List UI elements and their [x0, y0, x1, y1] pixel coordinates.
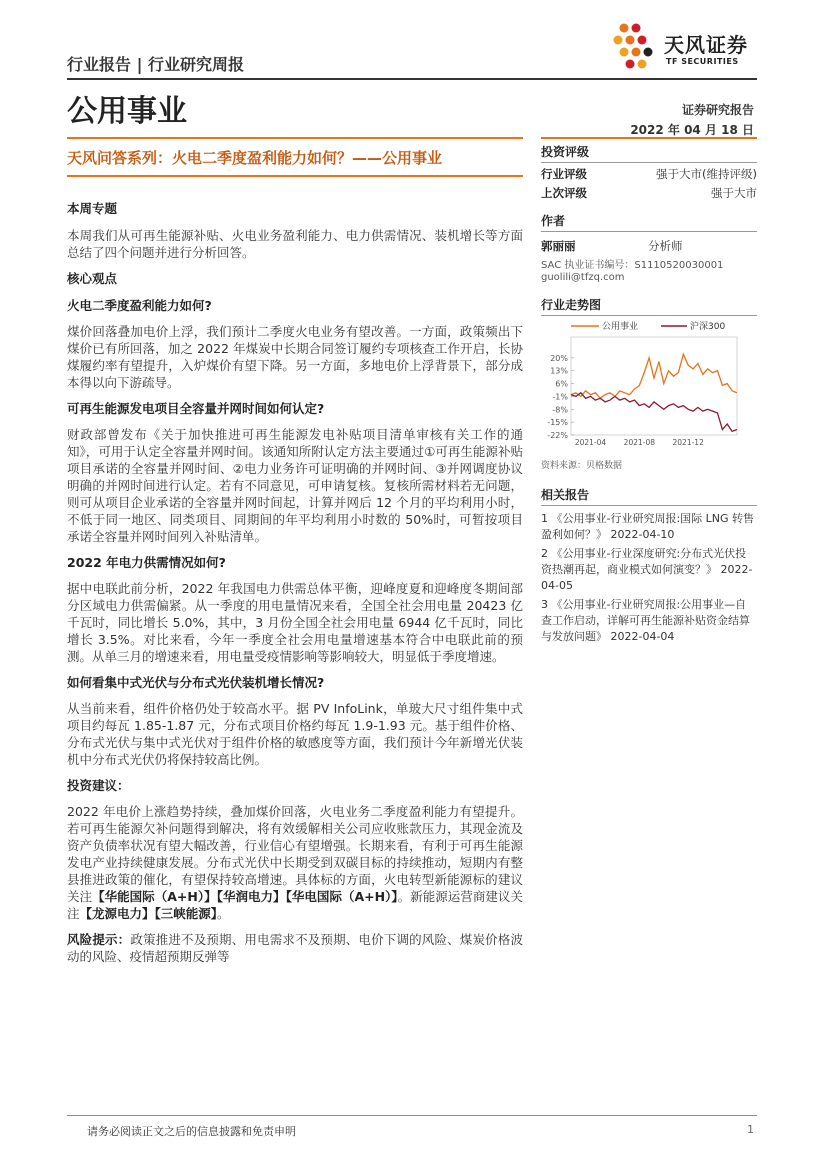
author-email: guolili@tfzq.com	[541, 272, 625, 283]
main-content	[67, 200, 523, 974]
rating-row	[541, 185, 757, 204]
title-rule-bottom	[67, 175, 523, 177]
investment-text-mid: 。新能源运营商建议关注	[67, 889, 523, 921]
prev-rating-value: 强于大市	[711, 186, 757, 200]
report-date: 2022-04-05	[541, 563, 753, 592]
x-tick-label: 2021-08	[623, 438, 656, 447]
title-rule-top	[67, 137, 523, 139]
x-tick-label: 2021-12	[672, 438, 704, 447]
report-title-link[interactable]: 3 《公用事业-行业研究周报:公用事业—自查工作启动，详解可再生能源补贴资金结算与发放问题》	[541, 598, 750, 643]
report-kind: 证券研究报告	[681, 103, 754, 117]
related-reports	[541, 486, 757, 648]
question-heading: 火电二季度盈利能力如何?	[67, 298, 212, 313]
question-heading: 可再生能源发电项目全容量并网时间如何认定?	[67, 401, 325, 416]
reports-heading: 相关报告	[541, 486, 757, 506]
x-tick-label: 2021-04	[574, 438, 607, 447]
stock-tag: 【华润电力】	[216, 889, 286, 904]
author-role: 分析师	[648, 239, 683, 253]
y-tick-label: -8%	[552, 405, 568, 415]
stock-tag: 【华能国际（A+H）】	[92, 889, 217, 904]
page-number: 1	[747, 1123, 754, 1136]
report-title-link[interactable]: 1 《公用事业-行业研究周报:国际 LNG 转售盈利如何？》	[541, 512, 755, 541]
tf-logo-icon	[612, 22, 662, 74]
section-heading: 本周专题	[67, 201, 118, 216]
report-date: 2022-04-10	[610, 528, 675, 541]
risk-label: 风险提示：	[67, 932, 131, 947]
report-list	[541, 511, 757, 645]
report-item[interactable]	[541, 597, 757, 645]
author-row	[541, 238, 757, 254]
stock-tag: 【华电国际（A+H）】	[285, 889, 398, 904]
risk-text: 政策推进不及预期、用电需求不及预期、电价下调的风险、煤炭价格波动的风险、疫情超预期反弹等	[67, 932, 523, 964]
rating-heading: 投资评级	[541, 143, 757, 163]
paragraph: 本周我们从可再生能源补贴、火电业务盈利能力、电力供需情况、装机增长等方面总结了四个问题并进行分析回答。	[67, 228, 523, 260]
paragraph: 财政部曾发布《关于加快推进可再生能源发电补贴项目清单审核有关工作的通知》，可用于认定全容量并网时间。该通知所附认定方法主要通过①可再生能源补贴项目承诺的全容量并网时间、②电力业务许可证明确的并网时间、③并网调度协议明确的并网时间进行认定。若有不同意见，可申请复核。复核所需材料若无问题，则可从项目企业承诺的全容量并网时间起，计算并网后 12 个月的平均利用小时，不低于同一地区、同类项目、同期间的年平均利用小时数的 50%时，可暂按项目承诺全容量并网时间列入补贴清单。	[67, 427, 523, 544]
risk-paragraph	[67, 931, 523, 965]
paragraph: 煤价回落叠加电价上浮，我们预计二季度火电业务有望改善。一方面，政策频出下煤价已有所回落，加之 2022 年煤炭中长期合同签订履约专项核查工作开启，长协煤履约率有望提升，入炉煤价有望下降。另一方面，多地电价上浮背景下，部分成本得以向下游疏导。	[67, 324, 523, 390]
report-item[interactable]	[541, 546, 757, 594]
report-item[interactable]	[541, 511, 757, 543]
investment-heading: 投资建议：	[67, 778, 130, 793]
y-tick-label: -1%	[552, 392, 568, 402]
author-heading: 作者	[541, 212, 757, 232]
legend-label-hs300: 沪深300	[690, 322, 726, 332]
question-heading: 2022 年电力供需情况如何?	[67, 555, 226, 570]
chart-block	[541, 296, 757, 316]
question-heading: 如何看集中式光伏与分布式光伏装机增长情况?	[67, 675, 325, 690]
logo-subtext: TF SECURITIES	[666, 57, 739, 66]
legend-label-utilities: 公用事业	[602, 322, 639, 332]
report-title-link[interactable]: 2 《公用事业-行业深度研究:分布式光伏投资热潮再起，商业模式如何演变？》	[541, 547, 747, 576]
y-tick-label: -22%	[547, 431, 568, 440]
author-name: 郭丽丽	[541, 239, 576, 253]
sidebar-rule	[541, 137, 757, 139]
series-line-hs300	[571, 393, 737, 432]
disclaimer-note: 请务必阅读正文之后的信息披露和免责申明	[87, 1125, 296, 1138]
report-date: 2022-04-04	[610, 630, 675, 643]
trend-chart	[541, 317, 757, 455]
investment-paragraph	[67, 803, 523, 922]
rating-row	[541, 166, 757, 185]
paragraph: 从当前来看，组件价格仍处于较高水平。据 PV InfoLink，单玻大尺寸组件集中式项目约每瓦 1.85-1.87 元，分布式项目价格约每瓦 1.9-1.93 元。基于组件价格、分布式光伏与集中式光伏对于组件价格的敏感度等方面，我们预计今年新增光伏装机中分布式光伏仍将保持较高比例。	[67, 701, 523, 767]
stock-tag: 【龙源电力】	[79, 906, 155, 921]
y-tick-label: 6%	[555, 379, 568, 389]
investment-text-end: 。	[217, 906, 230, 921]
rating-block	[541, 137, 757, 204]
sector-title: 公用事业	[67, 94, 187, 129]
y-tick-label: 13%	[550, 366, 568, 376]
stock-tag: 【三峡能源】	[154, 906, 218, 921]
report-title: 天风问答系列：火电二季度盈利能力如何？——公用事业	[67, 149, 443, 167]
prev-rating-label: 上次评级	[541, 186, 587, 200]
rating-value: 强于大市(维持评级)	[656, 167, 757, 181]
report-type: 行业报告 | 行业研究周报	[67, 55, 244, 74]
chart-source: 资料来源：贝格数据	[541, 461, 623, 471]
chart-heading: 行业走势图	[541, 296, 757, 316]
footer-rule	[67, 1115, 757, 1116]
plot-frame	[571, 337, 737, 435]
report-date: 2022 年 04 月 18 日	[630, 123, 754, 137]
series-line-utilities	[571, 354, 737, 398]
author-sac: SAC 执业证书编号：S1110520030001	[541, 260, 724, 271]
paragraph: 据中电联此前分析，2022 年我国电力供需总体平衡，迎峰度夏和迎峰度冬期间部分区域电力供需偏紧。从一季度的用电量情况来看，全国全社会用电量 20423 亿千瓦时，同比增长 5.0%，其中，3 月份全国全社会用电量 6944 亿千瓦时，同比增长 3.5%。对比来看，今年一季度全社会用电量增速基本符合中电联此前的预测。从单三月的增速来看，用电量受疫情影响等影响较大，明显低于季度增速。	[67, 581, 523, 664]
y-tick-label: 20%	[550, 353, 568, 363]
investment-text: 2022 年电价上涨趋势持续，叠加煤价回落，火电业务二季度盈利能力有望提升。若可再生能源欠补问题得到解决，将有效缓解相关公司应收账款压力，其现金流及资产负债率状况有望大幅改善，行业信心有望增强。长期来看，有利于可再生能源发电产业持续健康发展。分布式光伏中长期受到双碳目标的持续推动，短期内有整县推进政策的催化，有望保持较高增速。具体标的方面，火电转型新能源标的建议关注	[67, 804, 523, 904]
header-divider	[67, 78, 757, 80]
rating-label: 行业评级	[541, 167, 587, 181]
logo-text: 天风证券	[664, 33, 748, 57]
section-heading: 核心观点	[67, 271, 118, 286]
y-tick-label: -15%	[547, 418, 568, 428]
author-block	[541, 212, 757, 283]
